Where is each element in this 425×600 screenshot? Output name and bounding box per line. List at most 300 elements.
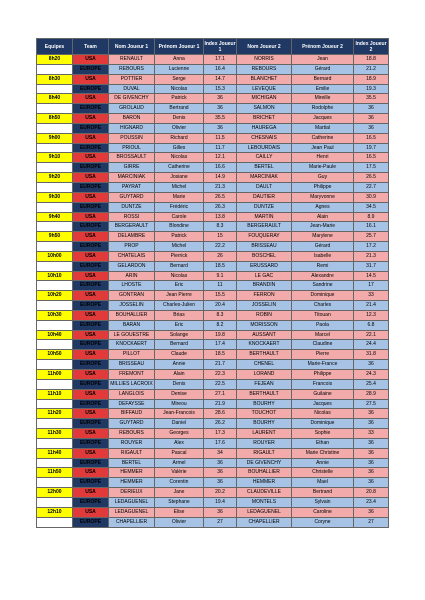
table-row: [37, 114, 389, 124]
player1-index-cell: 16.6: [204, 163, 237, 173]
player2-index-cell: 25.7: [354, 232, 389, 242]
player1-firstname-cell: Daniel: [155, 419, 204, 429]
player2-index-cell: 30.9: [354, 192, 389, 202]
player1-lastname-cell: GROLAUD: [109, 104, 155, 114]
team-cell: USA: [73, 448, 109, 458]
player1-firstname-cell: Patrick: [155, 232, 204, 242]
team-cell: EUROPE: [73, 281, 109, 291]
player1-firstname-cell: Nicolas: [155, 271, 204, 281]
player2-index-cell: 17: [354, 281, 389, 291]
player1-lastname-cell: POUSSIN: [109, 133, 155, 143]
table-row: [37, 64, 389, 74]
player2-index-cell: 22.1: [354, 330, 389, 340]
table-row: [37, 104, 389, 114]
player2-lastname-cell: BRANDIN: [237, 281, 292, 291]
team-cell: EUROPE: [73, 143, 109, 153]
player1-firstname-cell: Michel: [155, 242, 204, 252]
player1-index-cell: 36: [204, 94, 237, 104]
player1-lastname-cell: LE GOUESTRE: [109, 330, 155, 340]
player2-firstname-cell: Pierre: [292, 350, 354, 360]
player1-index-cell: 17.4: [204, 340, 237, 350]
player2-firstname-cell: Ethan: [292, 438, 354, 448]
player1-index-cell: 15.5: [204, 291, 237, 301]
player1-firstname-cell: Alex: [155, 438, 204, 448]
player1-index-cell: 12.1: [204, 153, 237, 163]
player2-firstname-cell: Jean-Marie: [292, 222, 354, 232]
player2-lastname-cell: BERTEL: [237, 163, 292, 173]
player1-index-cell: 19.8: [204, 330, 237, 340]
player1-index-cell: 8.3: [204, 310, 237, 320]
player2-firstname-cell: Marcel: [292, 330, 354, 340]
player1-index-cell: 35.5: [204, 114, 237, 124]
table-row: [37, 173, 389, 183]
player1-index-cell: 26.3: [204, 202, 237, 212]
table-row: [37, 153, 389, 163]
table-row: [37, 271, 389, 281]
tee-time-cell: [37, 517, 73, 527]
player2-lastname-cell: RIGAULT: [237, 448, 292, 458]
team-cell: USA: [73, 173, 109, 183]
tee-time-cell: 9h50: [37, 232, 73, 242]
player2-index-cell: 18.9: [354, 74, 389, 84]
table-row: [37, 222, 389, 232]
team-cell: EUROPE: [73, 360, 109, 370]
header-index-joueur-1: Index Joueur 1: [204, 40, 236, 53]
tee-time-cell: 9h30: [37, 192, 73, 202]
player1-firstname-cell: Carole: [155, 212, 204, 222]
player1-index-cell: 27.1: [204, 389, 237, 399]
player1-index-cell: 27: [204, 517, 237, 527]
player2-firstname-cell: Philippe: [292, 370, 354, 380]
table-row: [37, 310, 389, 320]
player1-lastname-cell: ROSSI: [109, 212, 155, 222]
player1-index-cell: 26.5: [204, 192, 237, 202]
player2-lastname-cell: BRISSEAU: [237, 242, 292, 252]
tee-time-cell: 10h00: [37, 251, 73, 261]
team-cell: USA: [73, 153, 109, 163]
player1-lastname-cell: RIGAULT: [109, 448, 155, 458]
tee-time-cell: 8h20: [37, 55, 73, 65]
table-row: [37, 478, 389, 488]
player2-firstname-cell: Christelle: [292, 468, 354, 478]
player1-index-cell: 14.9: [204, 173, 237, 183]
player1-lastname-cell: KNOCKAERT: [109, 340, 155, 350]
table-row: [37, 261, 389, 271]
player1-firstname-cell: Nicolas: [155, 153, 204, 163]
table-row: [37, 507, 389, 517]
player1-lastname-cell: REBOURS: [109, 64, 155, 74]
tee-time-cell: [37, 84, 73, 94]
team-cell: USA: [73, 55, 109, 65]
player2-lastname-cell: LAURENT: [237, 429, 292, 439]
player2-firstname-cell: Paola: [292, 320, 354, 330]
player2-lastname-cell: BOURHY: [237, 399, 292, 409]
player2-lastname-cell: HAUREGA: [237, 123, 292, 133]
team-cell: EUROPE: [73, 399, 109, 409]
player1-index-cell: 21.3: [204, 182, 237, 192]
table-row: [37, 458, 389, 468]
team-cell: EUROPE: [73, 419, 109, 429]
player2-firstname-cell: Claudine: [292, 340, 354, 350]
player1-lastname-cell: CHATELAIS: [109, 251, 155, 261]
player2-index-cell: 35.5: [354, 94, 389, 104]
player1-firstname-cell: Serge: [155, 74, 204, 84]
player2-index-cell: 16.1: [354, 222, 389, 232]
player2-lastname-cell: TOUCHOT: [237, 409, 292, 419]
player1-firstname-cell: Denis: [155, 379, 204, 389]
table-row: [37, 517, 389, 527]
player1-lastname-cell: JOSSELIN: [109, 301, 155, 311]
player1-index-cell: 21.9: [204, 399, 237, 409]
tee-time-cell: 11h40: [37, 448, 73, 458]
tee-time-cell: 10h10: [37, 271, 73, 281]
player1-firstname-cell: Solange: [155, 330, 204, 340]
player1-firstname-cell: Jean Pierre: [155, 291, 204, 301]
player2-lastname-cell: MONTELS: [237, 497, 292, 507]
player1-firstname-cell: Blondine: [155, 222, 204, 232]
player2-index-cell: 36: [354, 419, 389, 429]
player1-lastname-cell: BARON: [109, 114, 155, 124]
team-cell: EUROPE: [73, 320, 109, 330]
player2-lastname-cell: LEDAGUENEL: [237, 507, 292, 517]
tee-time-cell: [37, 242, 73, 252]
player1-lastname-cell: GONTRAN: [109, 291, 155, 301]
player1-firstname-cell: Denise: [155, 389, 204, 399]
player2-firstname-cell: Marie Christine: [292, 448, 354, 458]
player2-lastname-cell: BOUHALLIER: [237, 468, 292, 478]
tee-time-cell: [37, 104, 73, 114]
player1-firstname-cell: Richard: [155, 133, 204, 143]
team-cell: EUROPE: [73, 458, 109, 468]
player2-index-cell: 36: [354, 438, 389, 448]
team-cell: EUROPE: [73, 84, 109, 94]
player2-lastname-cell: DAUTIER: [237, 192, 292, 202]
tee-time-cell: [37, 123, 73, 133]
player1-lastname-cell: ROUYER: [109, 438, 155, 448]
player2-firstname-cell: Sandrine: [292, 281, 354, 291]
player2-firstname-cell: Remi: [292, 261, 354, 271]
player2-index-cell: 17.2: [354, 242, 389, 252]
player1-firstname-cell: Armel: [155, 458, 204, 468]
player2-lastname-cell: ROBIN: [237, 310, 292, 320]
player1-lastname-cell: PAYRAT: [109, 182, 155, 192]
header-prenom-joueur-2: Prénom Joueur 2: [292, 39, 354, 55]
player2-firstname-cell: Philippe: [292, 182, 354, 192]
player1-index-cell: 17.6: [204, 438, 237, 448]
player1-lastname-cell: DUVAL: [109, 84, 155, 94]
tee-time-cell: 11h50: [37, 468, 73, 478]
player1-firstname-cell: Josiane: [155, 173, 204, 183]
player1-lastname-cell: PILLOT: [109, 350, 155, 360]
player1-lastname-cell: HIGNARD: [109, 123, 155, 133]
player1-index-cell: 17.1: [204, 55, 237, 65]
team-cell: USA: [73, 330, 109, 340]
table-row: [37, 370, 389, 380]
player2-index-cell: 36: [354, 478, 389, 488]
player2-lastname-cell: LEBOURDAIS: [237, 143, 292, 153]
player2-index-cell: 31.8: [354, 350, 389, 360]
player2-index-cell: 23.4: [354, 497, 389, 507]
player1-firstname-cell: Stephane: [155, 497, 204, 507]
player1-index-cell: 15.3: [204, 84, 237, 94]
player2-lastname-cell: ERUSSARD: [237, 261, 292, 271]
player1-index-cell: 22.2: [204, 242, 237, 252]
team-cell: USA: [73, 114, 109, 124]
tee-time-cell: [37, 222, 73, 232]
player1-index-cell: 36: [204, 123, 237, 133]
tee-time-cell: 9h20: [37, 173, 73, 183]
player2-lastname-cell: MICHIGAN: [237, 94, 292, 104]
player1-firstname-cell: Michel: [155, 182, 204, 192]
player2-firstname-cell: Jean Paul: [292, 143, 354, 153]
team-cell: EUROPE: [73, 222, 109, 232]
table-row: [37, 251, 389, 261]
table-row: [37, 192, 389, 202]
player1-lastname-cell: DE GIVENCHY: [109, 94, 155, 104]
player2-firstname-cell: Agnes: [292, 202, 354, 212]
player2-index-cell: 14.5: [354, 271, 389, 281]
table-row: [37, 212, 389, 222]
player1-firstname-cell: Georges: [155, 429, 204, 439]
team-cell: EUROPE: [73, 438, 109, 448]
player2-firstname-cell: Coryne: [292, 517, 354, 527]
tee-time-cell: 8h50: [37, 114, 73, 124]
player2-lastname-cell: CAILLY: [237, 153, 292, 163]
player1-lastname-cell: BIFFAUD: [109, 409, 155, 419]
player2-index-cell: 8.9: [354, 212, 389, 222]
player2-index-cell: 36: [354, 114, 389, 124]
player1-firstname-cell: Denis: [155, 114, 204, 124]
team-cell: EUROPE: [73, 379, 109, 389]
player1-lastname-cell: BERTEL: [109, 458, 155, 468]
player2-index-cell: 25.4: [354, 379, 389, 389]
tee-time-cell: 11h30: [37, 429, 73, 439]
player1-lastname-cell: GUYTARD: [109, 192, 155, 202]
tee-time-cell: [37, 399, 73, 409]
player1-firstname-cell: Nicolas: [155, 84, 204, 94]
table-row: [37, 389, 389, 399]
player2-lastname-cell: BLANCHET: [237, 74, 292, 84]
player2-index-cell: 27.5: [354, 399, 389, 409]
player2-index-cell: 28.9: [354, 389, 389, 399]
player1-lastname-cell: BROSSAULT: [109, 153, 155, 163]
player2-index-cell: 36: [354, 360, 389, 370]
player2-lastname-cell: DE GIVENCHY: [237, 458, 292, 468]
player2-lastname-cell: MARCINIAK: [237, 173, 292, 183]
player2-index-cell: 36: [354, 123, 389, 133]
player2-firstname-cell: Dominique: [292, 291, 354, 301]
team-cell: USA: [73, 310, 109, 320]
player1-firstname-cell: Pascal: [155, 448, 204, 458]
table-row: [37, 291, 389, 301]
tee-time-cell: 10h20: [37, 291, 73, 301]
player2-lastname-cell: HEMMER: [237, 478, 292, 488]
player2-firstname-cell: Titouan: [292, 310, 354, 320]
player2-firstname-cell: Caroline: [292, 507, 354, 517]
header-prenom-joueur-1: Prénom Joueur 1: [155, 39, 204, 55]
player2-firstname-cell: Marie-Paule: [292, 163, 354, 173]
tee-time-cell: [37, 320, 73, 330]
player2-index-cell: 36: [354, 409, 389, 419]
table-row: [37, 330, 389, 340]
player1-firstname-cell: Catherine: [155, 163, 204, 173]
table-row: [37, 202, 389, 212]
player2-lastname-cell: REBOURS: [237, 64, 292, 74]
player1-firstname-cell: Mireou: [155, 399, 204, 409]
team-cell: EUROPE: [73, 261, 109, 271]
table-row: [37, 232, 389, 242]
team-cell: EUROPE: [73, 202, 109, 212]
player2-firstname-cell: Bernard: [292, 74, 354, 84]
table-row: [37, 242, 389, 252]
player1-lastname-cell: GELARDON: [109, 261, 155, 271]
player1-firstname-cell: Jean-Francois: [155, 409, 204, 419]
player2-index-cell: 33: [354, 429, 389, 439]
table-row: [37, 320, 389, 330]
player2-index-cell: 17.5: [354, 163, 389, 173]
tee-time-cell: [37, 182, 73, 192]
player1-firstname-cell: Marie: [155, 192, 204, 202]
team-cell: USA: [73, 232, 109, 242]
table-row: [37, 123, 389, 133]
player1-firstname-cell: Eric: [155, 320, 204, 330]
tee-time-cell: [37, 438, 73, 448]
player1-lastname-cell: CHAPELLIER: [109, 517, 155, 527]
player2-index-cell: 26.5: [354, 173, 389, 183]
tee-time-cell: [37, 419, 73, 429]
player2-index-cell: 36: [354, 507, 389, 517]
player2-lastname-cell: BERTHAULT: [237, 350, 292, 360]
tee-time-cell: 11h00: [37, 370, 73, 380]
player1-lastname-cell: POTTIER: [109, 74, 155, 84]
player2-lastname-cell: KNOCKAERT: [237, 340, 292, 350]
player2-lastname-cell: CHAPELLIER: [237, 517, 292, 527]
player1-firstname-cell: Pierrick: [155, 251, 204, 261]
tee-time-cell: 11h10: [37, 389, 73, 399]
player1-firstname-cell: Charles-Julien: [155, 301, 204, 311]
player2-lastname-cell: DAULT: [237, 182, 292, 192]
player2-lastname-cell: CHENEL: [237, 360, 292, 370]
table-row: [37, 84, 389, 94]
player2-lastname-cell: AUSSANT: [237, 330, 292, 340]
tee-time-cell: 10h50: [37, 350, 73, 360]
player1-index-cell: 26.2: [204, 419, 237, 429]
player2-firstname-cell: Mael: [292, 478, 354, 488]
player1-firstname-cell: Frédéric: [155, 202, 204, 212]
team-cell: USA: [73, 488, 109, 498]
player1-lastname-cell: ARIN: [109, 271, 155, 281]
player1-firstname-cell: Brias: [155, 310, 204, 320]
player2-firstname-cell: Jacques: [292, 399, 354, 409]
player1-index-cell: 36: [204, 468, 237, 478]
header-team: Team: [73, 39, 109, 55]
player1-firstname-cell: Jane: [155, 488, 204, 498]
table-row: [37, 301, 389, 311]
player2-index-cell: 21.4: [354, 301, 389, 311]
table-row: [37, 488, 389, 498]
player1-index-cell: 18.5: [204, 350, 237, 360]
table-row: [37, 340, 389, 350]
player2-lastname-cell: CHESNAIS: [237, 133, 292, 143]
player1-firstname-cell: Lucienne: [155, 64, 204, 74]
player1-index-cell: 18.5: [204, 261, 237, 271]
player2-index-cell: 6.8: [354, 320, 389, 330]
table-row: [37, 448, 389, 458]
player2-lastname-cell: CLAUDEVILLE: [237, 488, 292, 498]
player2-index-cell: 20.8: [354, 488, 389, 498]
player1-lastname-cell: FREMONT: [109, 370, 155, 380]
tee-time-cell: [37, 163, 73, 173]
player2-firstname-cell: Francois: [292, 379, 354, 389]
player1-index-cell: 34: [204, 448, 237, 458]
player2-firstname-cell: Alexandre: [292, 271, 354, 281]
player2-index-cell: 36: [354, 468, 389, 478]
player1-firstname-cell: Alain: [155, 370, 204, 380]
player2-lastname-cell: LEVEQUE: [237, 84, 292, 94]
player2-firstname-cell: Mireille: [292, 94, 354, 104]
player1-index-cell: 11.5: [204, 133, 237, 143]
player2-firstname-cell: Henri: [292, 153, 354, 163]
tee-time-cell: 8h40: [37, 94, 73, 104]
player1-index-cell: 11.7: [204, 143, 237, 153]
table-row: [37, 94, 389, 104]
player1-lastname-cell: GUYTARD: [109, 419, 155, 429]
player1-index-cell: 36: [204, 458, 237, 468]
player2-index-cell: 24.3: [354, 370, 389, 380]
tee-time-cell: 12h00: [37, 488, 73, 498]
player1-index-cell: 13.8: [204, 212, 237, 222]
tee-time-cell: [37, 202, 73, 212]
player2-index-cell: 21.2: [354, 64, 389, 74]
table-row: [37, 163, 389, 173]
player1-lastname-cell: LANGLOIS: [109, 389, 155, 399]
player1-firstname-cell: Olivier: [155, 517, 204, 527]
team-cell: USA: [73, 212, 109, 222]
header-nom-joueur-2: Nom Joueur 2: [237, 39, 292, 55]
player1-lastname-cell: MILLIES LACROIX: [109, 379, 155, 389]
player2-firstname-cell: Maryvonne: [292, 192, 354, 202]
player1-lastname-cell: MARCINIAK: [109, 173, 155, 183]
player1-index-cell: 8.3: [204, 222, 237, 232]
tee-time-cell: 9h00: [37, 133, 73, 143]
team-cell: USA: [73, 468, 109, 478]
player2-index-cell: 31.7: [354, 261, 389, 271]
player2-lastname-cell: BOSCHEL: [237, 251, 292, 261]
player2-lastname-cell: BERTHAULT: [237, 389, 292, 399]
team-cell: USA: [73, 370, 109, 380]
player2-firstname-cell: Charles: [292, 301, 354, 311]
player1-firstname-cell: Bernard: [155, 340, 204, 350]
tee-time-cell: [37, 143, 73, 153]
player2-firstname-cell: Guilaine: [292, 389, 354, 399]
player1-index-cell: 20.2: [204, 488, 237, 498]
tee-time-cell: 10h30: [37, 310, 73, 320]
player1-firstname-cell: Bernard: [155, 261, 204, 271]
player2-index-cell: 36: [354, 448, 389, 458]
player1-lastname-cell: LEDAGUENEL: [109, 497, 155, 507]
team-cell: USA: [73, 350, 109, 360]
team-cell: USA: [73, 409, 109, 419]
player2-index-cell: 36: [354, 104, 389, 114]
tee-time-cell: 12h10: [37, 507, 73, 517]
table-row: [37, 281, 389, 291]
team-cell: EUROPE: [73, 64, 109, 74]
player2-firstname-cell: Isabelle: [292, 251, 354, 261]
player1-firstname-cell: Olivier: [155, 123, 204, 133]
player2-lastname-cell: FOUQUERAY: [237, 232, 292, 242]
player2-lastname-cell: SALMON: [237, 104, 292, 114]
table-row: [37, 55, 389, 65]
